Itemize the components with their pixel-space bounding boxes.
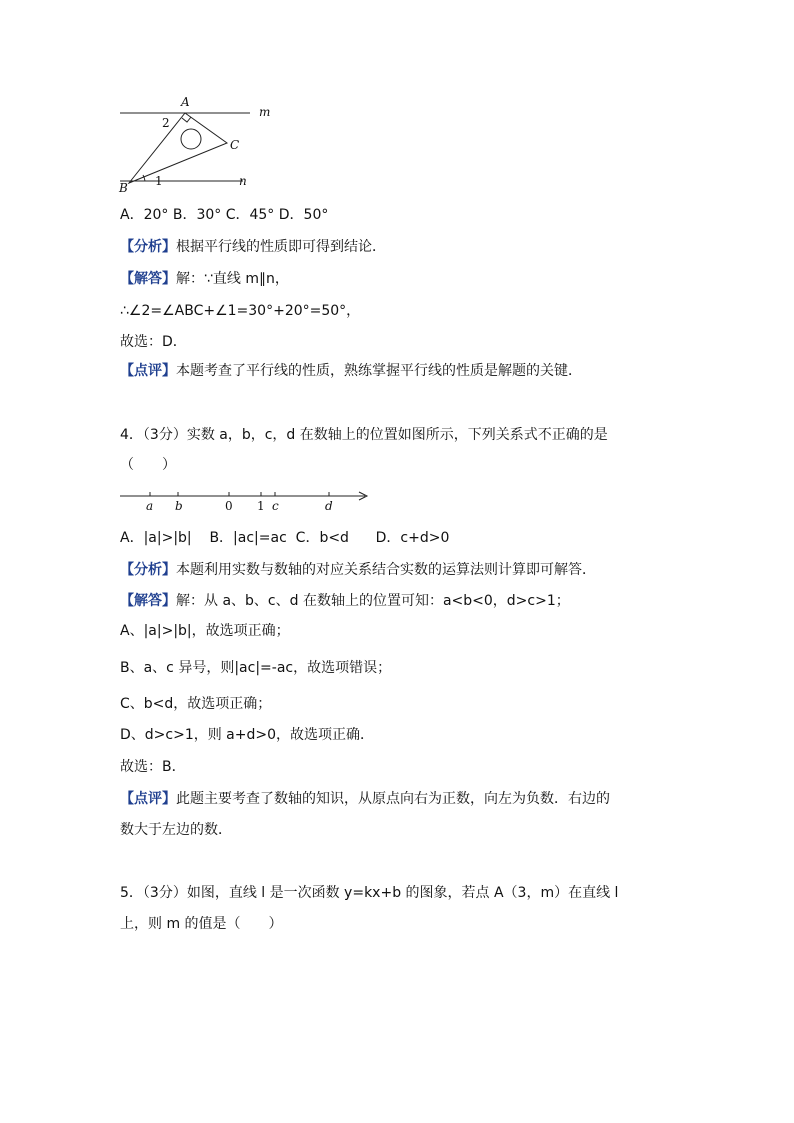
label-2: 2 (162, 116, 170, 130)
triangle-parallel-lines-figure (115, 95, 275, 195)
comment-tag: 【点评】 (120, 363, 176, 379)
label-A: A (181, 95, 190, 109)
q4-item-a: A、|a|>|b|，故选项正确； (120, 623, 290, 639)
axis-label-0: 0 (225, 499, 233, 513)
label-B: B (119, 181, 128, 195)
q4-question-line1: 4．（3分）实数 a，b，c，d 在数轴上的位置如图所示，下列关系式不正确的是 (120, 427, 608, 443)
label-m: m (259, 105, 271, 119)
q3-analysis (120, 237, 386, 257)
number-line-figure (115, 486, 380, 516)
q4-comment-line1 (120, 789, 610, 809)
q4-item-d: D、d>c>1，则 a+d>0，故选项正确． (120, 727, 375, 743)
right-angle-mark (182, 117, 191, 122)
comment-tag: 【点评】 (120, 791, 176, 807)
angle-1-arc (143, 175, 145, 181)
analysis-text: 本题利用实数与数轴的对应关系结合实数的运算法则计算即可解答． (176, 562, 596, 578)
q4-options: A．|a|>|b| B．|ac|=ac C．b<d D．c+d>0 (120, 530, 450, 546)
solution-tag: 【解答】 (120, 593, 176, 609)
solution-tag: 【解答】 (120, 271, 176, 287)
q4-solution (120, 591, 570, 611)
label-C: C (230, 138, 240, 152)
q5-question-line2: 上，则 m 的值是（ ） (120, 916, 283, 932)
analysis-text: 根据平行线的性质即可得到结论． (176, 239, 386, 255)
q3-options: A．20° B．30° C．45° D．50° (120, 207, 329, 223)
q5-question-line1: 5．（3分）如图，直线 l 是一次函数 y=kx+b 的图象，若点 A（3，m）在直线 l (120, 885, 619, 901)
q4-question-line2: （ ） (120, 457, 176, 473)
axis-label-c: c (272, 499, 279, 513)
comment-text: 本题考查了平行线的性质，熟练掌握平行线的性质是解题的关键． (176, 363, 582, 379)
axis-label-d: d (325, 499, 333, 513)
axis-label-b: b (175, 499, 183, 513)
q3-answer: 故选：D． (120, 334, 187, 350)
q4-item-b: B、a、c 异号，则|ac|=-ac，故选项错误； (120, 660, 392, 676)
axis-label-a: a (146, 499, 154, 513)
triangle-hole (181, 129, 201, 149)
q3-step1: ∴∠2=∠ABC+∠1=30°+20°=50°， (120, 303, 361, 319)
triangle-abc (129, 113, 227, 183)
analysis-tag: 【分析】 (120, 562, 176, 578)
q3-solution (120, 269, 289, 289)
q4-comment-line2: 数大于左边的数． (120, 822, 232, 838)
q3-comment (120, 361, 582, 381)
q4-analysis (120, 560, 596, 580)
analysis-tag: 【分析】 (120, 239, 176, 255)
label-n: n (239, 174, 247, 188)
solution-text: 解：∵直线 m∥n， (176, 271, 289, 287)
comment-text: 此题主要考查了数轴的知识，从原点向右为正数，向左为负数．右边的 (176, 791, 610, 807)
solution-text: 解：从 a、b、c、d 在数轴上的位置可知：a<b<0，d>c>1； (176, 593, 570, 609)
q4-item-c: C、b<d，故选项正确； (120, 696, 272, 712)
axis-label-1: 1 (257, 499, 265, 513)
q4-answer: 故选：B． (120, 759, 186, 775)
label-1: 1 (155, 174, 163, 188)
